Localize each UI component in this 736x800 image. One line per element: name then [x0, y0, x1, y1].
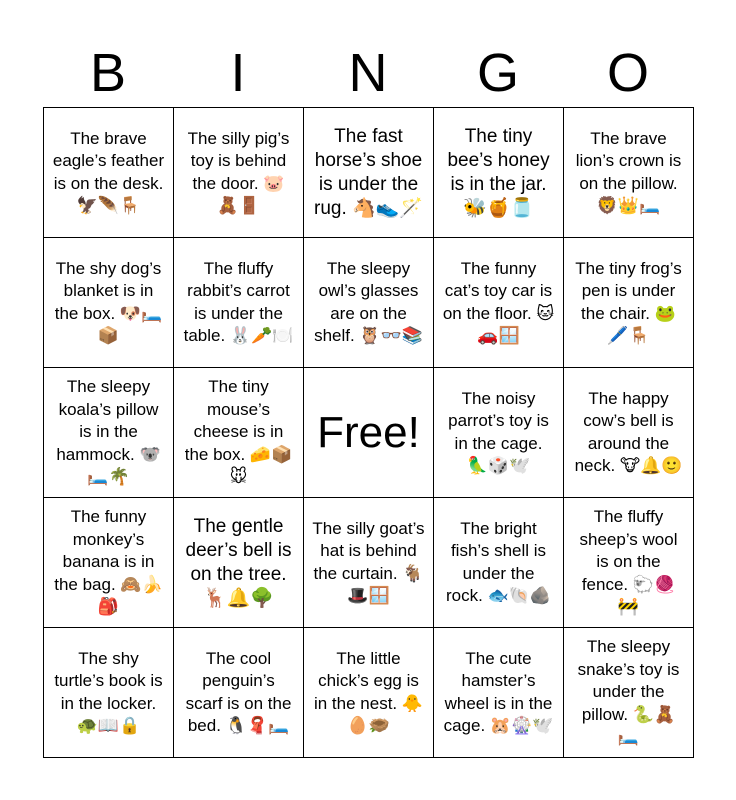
cell-text: The funny cat’s toy car is on the floor. 🐱🚗🪟: [442, 258, 555, 345]
cell-text: The shy turtle’s book is in the locker. 🐢📖🔒: [54, 648, 163, 735]
cell-text: The fast horse’s shoe is under the rug. 🐴👟🪄: [314, 125, 423, 219]
header-letter-n: N: [348, 43, 388, 103]
cell-text: The sleepy snake’s toy is under the pillow. 🐍🧸🛏️: [577, 637, 680, 747]
bingo-cell[interactable]: [564, 498, 694, 628]
bingo-cell[interactable]: [174, 238, 304, 368]
bingo-cell[interactable]: [434, 108, 564, 238]
cell-text: The sleepy koala’s pillow is in the hammock. 🐨🛏️🌴: [56, 377, 161, 487]
cell-text: The cute hamster’s wheel is in the cage. 🐹🎡🕊️: [443, 648, 554, 735]
cell-text: The noisy parrot’s toy is in the cage. 🦜🎲🕊️: [448, 388, 549, 475]
bingo-cell[interactable]: [434, 498, 564, 628]
cell-text: The funny monkey’s banana is in the bag. 🙈🍌🎒: [54, 507, 163, 617]
bingo-board: [43, 107, 694, 758]
bingo-cell[interactable]: [304, 238, 434, 368]
cell-text: The silly goat’s hat is behind the curtain. 🐐🎩🪟: [312, 518, 425, 605]
bingo-cell[interactable]: [434, 368, 564, 498]
free-space-label: Free!: [317, 407, 420, 457]
header-letter-i: I: [230, 43, 246, 103]
cell-text: The gentle deer’s bell is on the tree. 🦌🔔🌳: [185, 515, 292, 609]
cell-text: The silly pig’s toy is behind the door. 🐷🧸🚪: [187, 128, 290, 215]
cell-text: The happy cow’s bell is around the neck. 🐮🔔🙂: [574, 388, 683, 475]
bingo-cell[interactable]: [174, 108, 304, 238]
bingo-header: [43, 40, 693, 106]
bingo-cell[interactable]: [44, 368, 174, 498]
free-space-cell[interactable]: [304, 368, 434, 498]
cell-text: The shy dog’s blanket is in the box. 🐶🛏️📦: [54, 258, 163, 345]
cell-text: The cool penguin’s scarf is on the bed. 🐧🧣🛏️: [185, 648, 292, 735]
bingo-cell[interactable]: [44, 108, 174, 238]
bingo-cell[interactable]: [564, 108, 694, 238]
bingo-cell[interactable]: [174, 368, 304, 498]
bingo-cell[interactable]: [44, 498, 174, 628]
bingo-cell[interactable]: [174, 628, 304, 758]
cell-text: The tiny mouse’s cheese is in the box. 🧀📦🐭: [184, 377, 293, 487]
cell-text: The bright fish’s shell is under the rock. 🐟🐚🪨: [445, 518, 552, 605]
bingo-cell[interactable]: [44, 628, 174, 758]
cell-text: The fluffy sheep’s wool is on the fence. 🐑🧶🚧: [579, 507, 678, 617]
bingo-cell[interactable]: [564, 238, 694, 368]
cell-text: The tiny bee’s honey is in the jar. 🐝🍯🫙: [447, 125, 550, 219]
bingo-cell[interactable]: [174, 498, 304, 628]
bingo-cell[interactable]: [434, 628, 564, 758]
bingo-cell[interactable]: [44, 238, 174, 368]
cell-text: The fluffy rabbit’s carrot is under the table. 🐰🥕🍽️: [183, 258, 294, 345]
bingo-cell[interactable]: [304, 498, 434, 628]
header-letter-g: G: [476, 43, 519, 103]
bingo-cell[interactable]: [564, 368, 694, 498]
cell-text: The tiny frog’s pen is under the chair. 🐸🖊️🪑: [575, 258, 682, 345]
bingo-cell[interactable]: [564, 628, 694, 758]
bingo-cell[interactable]: [304, 628, 434, 758]
bingo-cell[interactable]: [304, 108, 434, 238]
header-letter-b: B: [89, 43, 127, 103]
cell-text: The little chick’s egg is in the nest. 🐥🥚🪹: [313, 648, 424, 735]
cell-text: The brave lion’s crown is on the pillow. 🦁👑🛏️: [575, 128, 682, 215]
cell-text: The sleepy owl’s glasses are on the shelf. 🦉👓📚: [314, 258, 423, 345]
bingo-cell[interactable]: [434, 238, 564, 368]
cell-text: The brave eagle’s feather is on the desk. 🦅🪶🪑: [52, 128, 165, 215]
header-letter-o: O: [606, 43, 649, 103]
